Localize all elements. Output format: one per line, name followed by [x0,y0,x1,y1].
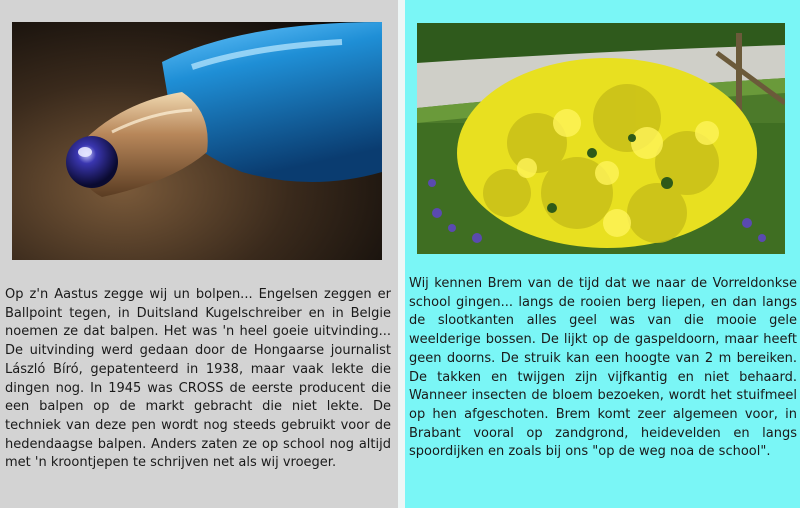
pen-history-paragraph: Op z'n Aastus zegge wij un bolpen... Engelsen zeggen er Ballpoint tegen, in Duitsland Kugelschreiber en in Belgie noemen ze dat balpen. Het was 'n heel goeie uitvinding... De uitvinding werd gedaan door de Hongaarse journalist László Bíró, gepatenteerd in 1938, maar vaak lekte die dingen nog. In 1945 was CROSS de eerste producent die een balpen op de markt gebracht die niet lekte. De techniek van deze pen wordt nog steeds gebruikt voor de hedendaagse balpen. Anders zaten ze op school nog altijd met 'n kroontjepen te schrijven net als wij vroeger. [5,287,391,471]
ballpoint-pen-photo [12,22,382,260]
broom-plant-paragraph: Wij kennen Brem van de tijd dat we naar de Vorreldonkse school gingen... langs de rooien berg liepen, en dan langs de slootkanten alles geel was van die mooie gele weelderige bossen. De lijkt op de gaspeldoorn, maar heeft geen doorns. De struik kan een hoogte van 2 m bereiken. De takken en twijgen zijn vijfkantig en niet behaard. Wanneer insecten de bloem bezoeken, wordt het stuifmeel op hen afgeschoten. Brem komt zeer algemeen voor, in Brabant vooral op zandgrond, heidevelden en langs spoordijken en zoals bij ons "op de weg noa de school". [409,276,797,460]
panel-divider [398,0,405,508]
ballpoint-pen-icon [12,22,382,260]
broom-shrub-icon [417,23,785,254]
right-panel [405,0,800,508]
broom-shrub-photo [417,23,785,254]
left-panel [0,0,398,508]
